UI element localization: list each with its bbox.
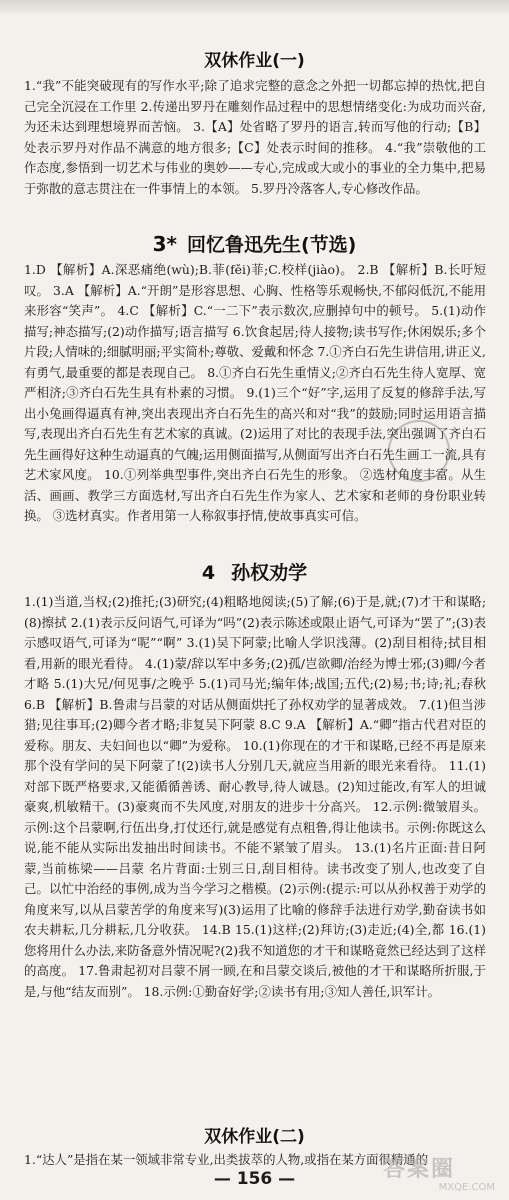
answers-weekend-1: 1.“我”不能突破现有的写作水平;除了追求完整的意念之外把一切都忘掉的热忱,把自己完全沉浸在工作里 2.传递出罗丹在雕刻作品过程中的思想情绪变化:为成功而兴奋,为还未达到理想境界而苦恼。 3.【A】处省略了罗丹的语言,转而写他的行动;【B】处表示罗丹对作品不满意的地方很多;【C】处表示时间的推移。 4.“我”崇敬他的工作态度,参悟到一切艺术与伟业的奥妙——专心,完成或大或小的事业的全力集中,把易于弥散的意志贯注在一件事情上的本领。 5.罗丹冷落客人,专心修改作品。	[24, 78, 486, 196]
lesson-4-heading	[0, 558, 509, 585]
watermark-logo	[383, 1158, 503, 1200]
answers-lesson-4: 1.(1)当道,当权;(2)推托;(3)研究;(4)粗略地阅读;(5)了解;(6)于是,就;(7)才干和谋略;(8)擦拭 2.(1)表示反问语气,可译为“吗”(2)表示陈述或限止语气,可译为“罢了”;(3)表示感叹语气,可译为“呢”“啊” 3.(1)吴下阿蒙;比喻人学识浅薄。(2)刮目相待;拭目相看,用新的眼光看待。 4.(1)蒙/辞以军中多务;(2)孤/岂欲卿/治经为博士邪;(3)卿/今者才略 5.(1)大兄/何见事/之晚乎 5.(1)司马光;编年体;战国;五代;(2)易;书;诗;礼;春秋 6.B 【解析】B.鲁肃与吕蒙的对话从侧面烘托了孙权劝学的显著成效。 7.(1)但当涉猎;见往事耳;(2)卿今者才略;非复吴下阿蒙 8.C 9.A 【解析】A.“卿”指古代君对臣的爱称。朋友、夫妇间也以“卿”为爱称。 10.(1)你现在的才干和谋略,已经不再是原来那个没有学问的吴下阿蒙了!(2)读书人分别几天,就应当用新的眼光来看待。 11.(1)对部下既严格要求,又能循循善诱、耐心教导,待人诚恳。(2)知过能改,有军人的坦诚豪爽,机敏精干。(3)豪爽而不失风度,对朋友的进步十分高兴。 12.示例:微皱眉头。示例:这个吕蒙啊,行伍出身,打仗还行,就是感觉有点粗鲁,得让他读书。示例:你既这么说,能不能从实际出发抽出时间读书。不能不紧皱了眉头。 13.(1)名片正面:昔日阿蒙,当前栋梁——吕蒙 名片背面:士别三日,刮目相待。读书改变了别人,也改变了自己。以忙中治经的事例,成为当今学习之楷模。(2)示例:(提示:可以从孙权善于劝学的角度来写,以从吕蒙苦学的角度来写)(3)运用了比喻的修辞手法进行劝学,勤奋读书如农夫耕耘,几分耕耘,几分收获。 14.B 15.(1)这样;(2)拜访;(3)走近;(4)全,都 16.(1)您将用什么办法,来防备意外情况呢?(2)我不知道您的才干和谋略竟然已经达到了这样的高度。 17.鲁肃起初对吕蒙不屑一顾,在和吕蒙交谈后,被他的才干和谋略所折服,于是,与他“结友而别”。 18.示例:①勤奋好学;②读书有用;③知人善任,识军计。	[24, 594, 486, 999]
watermark-text: 答案圈	[383, 1157, 456, 1182]
section-title-weekend-2: 双休作业(二)	[204, 1127, 305, 1147]
watermark-url: MXQE.COM	[438, 1182, 495, 1193]
answers-lesson-3: 1.D 【解析】A.深恶痛绝(wù);B.菲(fěi)菲;C.校样(jiào)。 2.B 【解析】B.长吁短叹。 3.A 【解析】A.“开朗”是形容思想、心胸、性格等乐观畅快,不郁闷低沉,不能用来形容“笑声”。 4.C 【解析】C.“一二下”表示数次,应删掉句中的顿号。 5.(1)动作描写;神态描写;(2)动作描写;语言描写 6.饮食起居;待人接物;读书写作;休闲娱乐;多个片段;人情味的;细腻明丽;平实简朴;尊敬、爱戴和怀念 7.①齐白石先生讲信用,讲正义,有勇气,最重要的都是表现自己。 8.①齐白石先生重情义;②齐白石先生待人宽厚、宽严相济;③齐白石先生具有朴素的习惯。 9.(1)三个“好”字,运用了反复的修辞手法,写出小兔画得逼真有神,突出表现出齐白石先生的高兴和对“我”的鼓励;同时运用语言描写,表现出齐白石先生有艺术家的真诚。(2)运用了对比的表现手法,突出强调了齐白石先生画得好这种生动逼真的气魄;运用侧面描写,从侧面写出齐白石先生画工一流,具有艺术家风度。 10.①列举典型事件,突出齐白石先生的形象。 ②选材角度丰富。从生活、画画、教学三方面选材,写出齐白石先生作为家人、艺术家和老师的身份职业转换。 ③选材真实。作者用第一人称叙事抒情,使故事真实可信。	[24, 262, 486, 523]
lesson-3-heading	[0, 230, 509, 257]
lesson-3-title: 回忆鲁迅先生(节选)	[187, 234, 357, 256]
lesson-4-title: 孙权劝学	[231, 562, 308, 584]
answers-weekend-2: 1.“达人”是指在某一领域非常专业,出类拔萃的人物,或指在某方面很精通的	[24, 1152, 429, 1167]
page-number: — 156 —	[213, 1169, 296, 1189]
lesson-4-number: 4	[201, 562, 216, 584]
lesson-3-number: 3*	[152, 232, 177, 256]
top-edge	[0, 0, 509, 14]
section-title-weekend-1: 双休作业(一)	[204, 51, 305, 71]
